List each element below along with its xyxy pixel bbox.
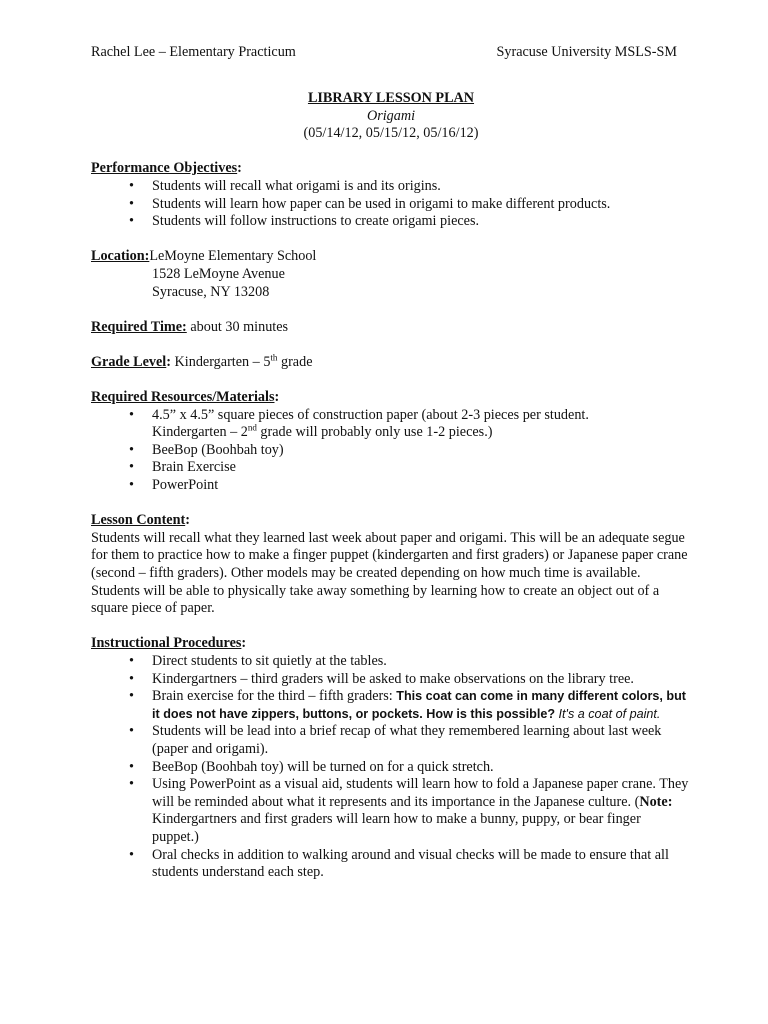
grade-level-heading: Grade Level — [91, 353, 167, 370]
list-item: • BeeBop (Boohbah toy) — [91, 442, 691, 460]
location-line1: LeMoyne Elementary School — [149, 248, 317, 265]
lesson-content-text: Students will recall what they learned last week about paper and origami. This will be an adequate segue for them to practice how to make a finger puppet (kindergarten and first graders) or Japanese paper crane (second – fifth graders). Other models may be created depending on how much time is available. Students will be able to physically take away something by learning how to create an object out of a square piece of paper. — [91, 529, 688, 617]
lesson-content-section — [91, 512, 691, 618]
grade-level-section: Grade Level: Kindergarten – 5th grade — [91, 352, 313, 370]
performance-objectives-list — [91, 178, 691, 231]
required-time-section — [91, 319, 691, 337]
required-time-value: about 30 minutes — [190, 318, 289, 335]
resources-list — [91, 407, 691, 495]
list-item: • Students will follow instructions to create origami pieces. — [91, 213, 691, 231]
list-item: • BeeBop (Boohbah toy) will be turned on for a quick stretch. — [91, 759, 691, 777]
location-section — [91, 248, 691, 301]
list-item: • Brain exercise for the third – fifth graders: This coat can come in many different colors, but it does not have zippers, buttons, or pockets. How is this possible? It's a coat of paint. — [91, 688, 691, 723]
list-item: • 4.5” x 4.5” square pieces of construction paper (about 2-3 pieces per student. Kindergarten – 2nd grade will probably only use 1-2 pieces.) — [91, 407, 691, 442]
location-line2: 1528 LeMoyne Avenue — [152, 265, 285, 282]
list-item: • Students will be lead into a brief recap of what they remembered learning about last week (paper and origami). — [91, 723, 691, 758]
procedures-heading: Instructional Procedures: — [91, 635, 247, 652]
list-item: • PowerPoint — [91, 477, 691, 495]
performance-objectives-heading: Performance Objectives: — [91, 160, 242, 177]
list-item: • Oral checks in addition to walking around and visual checks will be made to ensure that all students understand each step. — [91, 847, 691, 882]
procedures-section — [91, 635, 691, 881]
list-item: • Using PowerPoint as a visual aid, students will learn how to fold a Japanese paper crane. They will be reminded about what it represents and its importance in the Japanese culture. (Note: Kindergartners and first graders will learn how to make a bunny, puppy, or bear finger puppet.) — [91, 776, 691, 846]
list-item: • Kindergartners – third graders will be asked to make observations on the library tree. — [91, 671, 691, 689]
list-item: • Direct students to sit quietly at the tables. — [91, 653, 691, 671]
procedures-list — [91, 653, 691, 882]
list-item: • Students will recall what origami is and its origins. — [91, 178, 691, 196]
location-heading: Location: — [91, 248, 150, 265]
resources-heading: Required Resources/Materials: — [91, 389, 280, 406]
list-item: • Students will learn how paper can be used in origami to make different products. — [91, 196, 691, 214]
page-header — [91, 44, 677, 62]
header-institution: Syracuse University MSLS-SM — [496, 44, 677, 60]
grade-level-value: Kindergarten – 5th grade — [174, 352, 313, 370]
list-item: • Brain Exercise — [91, 459, 691, 477]
header-author: Rachel Lee – Elementary Practicum — [91, 44, 296, 60]
document-title: LIBRARY LESSON PLAN — [307, 90, 475, 106]
document-dates: (05/14/12, 05/15/12, 05/16/12) — [303, 125, 479, 142]
performance-objectives-section — [91, 160, 691, 230]
lesson-content-heading: Lesson Content: — [91, 512, 190, 529]
document-body — [91, 90, 691, 882]
document-subtitle: Origami — [366, 107, 416, 124]
required-time-heading: Required Time: — [91, 318, 187, 335]
location-line3: Syracuse, NY 13208 — [152, 283, 270, 300]
resources-section — [91, 389, 691, 495]
